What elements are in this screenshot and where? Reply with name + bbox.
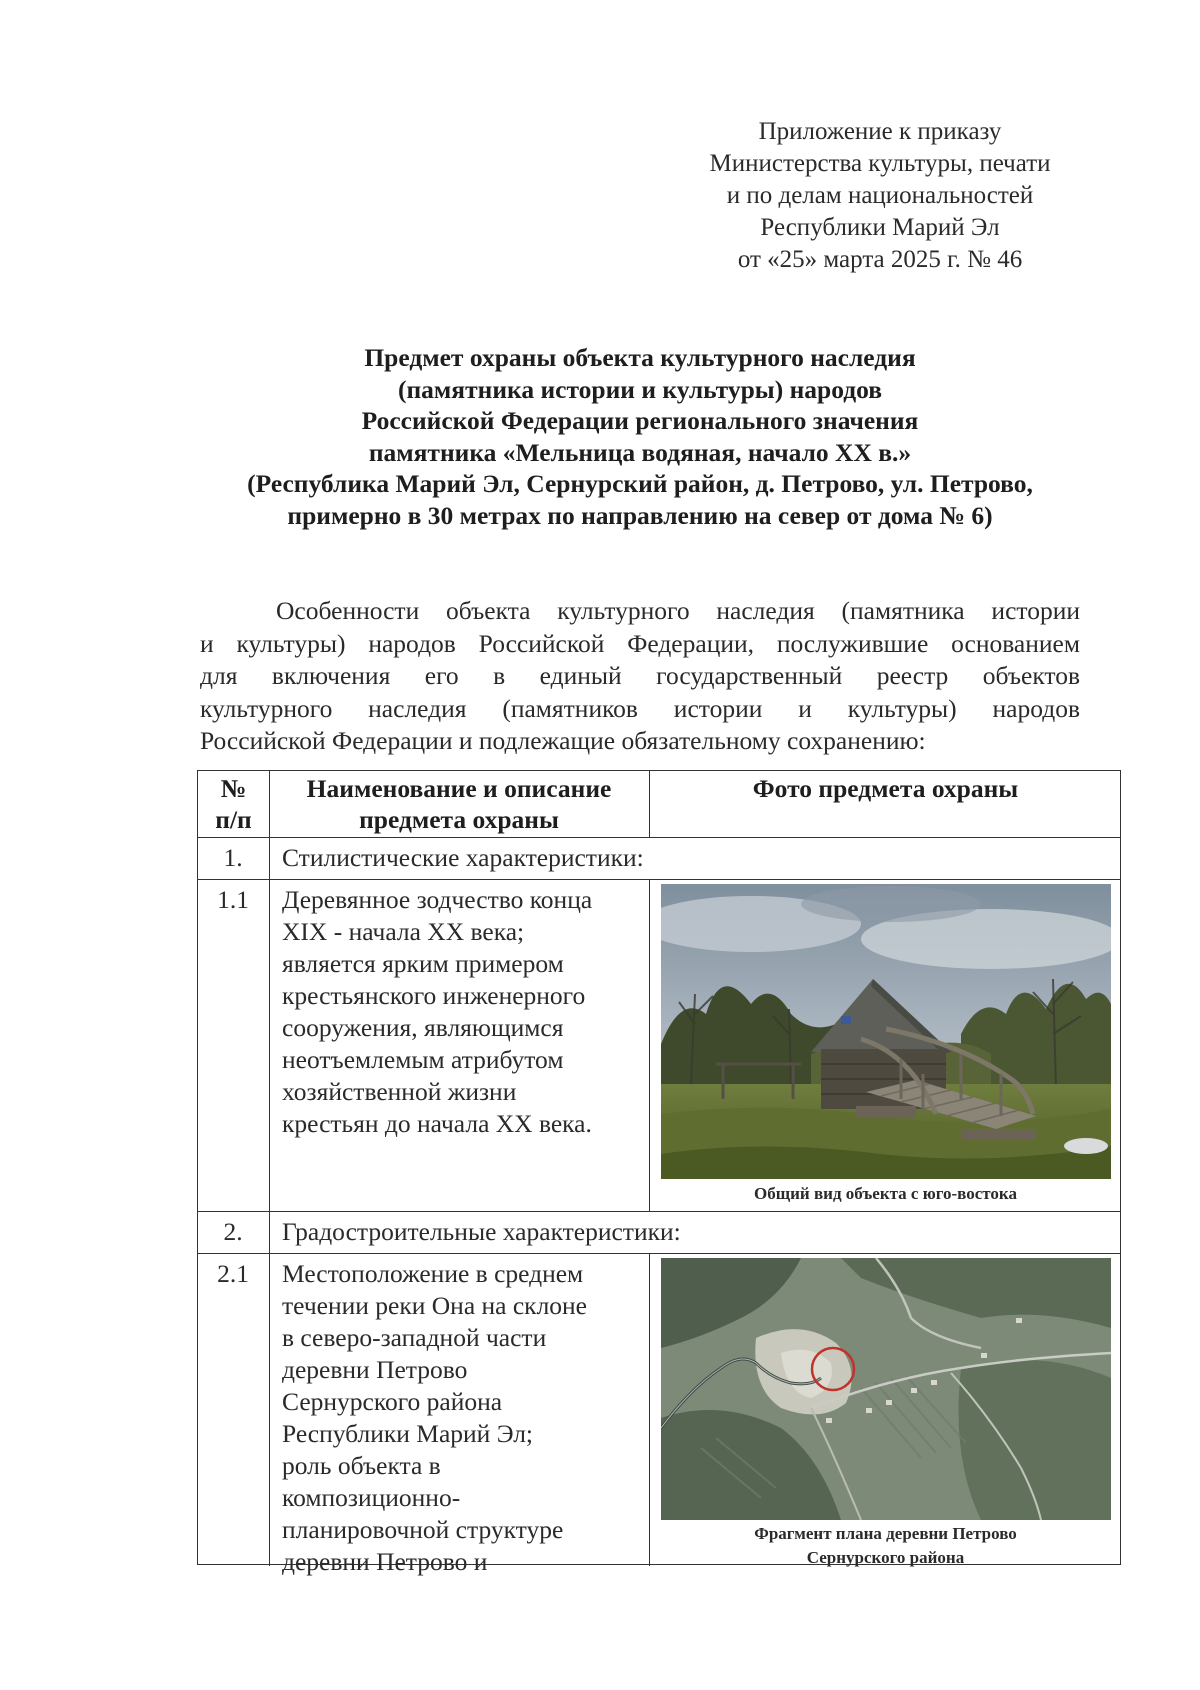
table-rule <box>198 879 1120 880</box>
table-rule <box>198 837 1120 838</box>
title-line: примерно в 30 метрах по направлению на север от дома № 6) <box>287 500 993 530</box>
header-number <box>198 773 269 835</box>
description-line: течении реки Она на склоне <box>282 1291 588 1320</box>
section-label: Стилистические характеристики: <box>282 843 644 872</box>
annex-line: от «25» марта 2025 г. № 46 <box>737 246 1023 273</box>
description-line: роль объекта в <box>282 1451 441 1480</box>
annex-line: Приложение к приказу <box>758 118 1002 145</box>
description-line: неотъемлемым атрибутом <box>282 1045 564 1074</box>
title-line: памятника «Мельница водяная, начало XX в.» <box>368 437 912 467</box>
description-line: деревни Петрово и <box>282 1547 488 1576</box>
intro-line: для включения его в единый государственный реестр объектов <box>200 661 1080 690</box>
header-number-line: п/п <box>215 805 252 834</box>
description-line: крестьянского инженерного <box>282 981 586 1010</box>
description-line: крестьян до начала XX века. <box>282 1109 592 1138</box>
intro-line: и культуры) народов Российской Федерации, послужившие основанием <box>200 628 1080 658</box>
description-line: композиционно- <box>282 1483 461 1512</box>
section-number: 2. <box>223 1217 243 1246</box>
description-line: XIX - начала XX века; <box>282 917 525 946</box>
caption-line: Фрагмент плана деревни Петрово <box>754 1524 1017 1543</box>
header-name-line: Наименование и описание <box>306 774 612 803</box>
intro-line: Особенности объекта культурного наследия (памятника истории <box>276 596 1080 625</box>
table-rule <box>269 771 270 1566</box>
annex-line: Республики Марий Эл <box>760 214 1000 241</box>
header-name <box>269 773 649 835</box>
table-rule <box>198 1253 1120 1254</box>
table-rule <box>198 1211 1120 1212</box>
title-line: Российской Федерации регионального значения <box>361 406 919 435</box>
description-line: Местоположение в среднем <box>282 1259 584 1288</box>
header-number-line: № <box>220 774 247 803</box>
watermill-photo <box>661 884 1111 1179</box>
annex-header <box>660 116 1100 276</box>
description-line: хозяйственной жизни <box>282 1077 517 1106</box>
row-description <box>282 884 592 1140</box>
description-line: деревни Петрово <box>282 1355 468 1384</box>
protection-subject-table <box>197 770 1121 1576</box>
photo-caption <box>649 1522 1122 1570</box>
caption-line: Сернурского района <box>806 1548 965 1567</box>
description-line: планировочной структуре <box>282 1515 564 1544</box>
title-line: (памятника истории и культуры) народов <box>398 374 882 404</box>
title-line: Предмет охраны объекта культурного наследия <box>364 343 916 372</box>
row-number: 2.1 <box>217 1259 249 1288</box>
description-line: является ярким примером <box>282 949 564 978</box>
description-line: сооружения, являющимся <box>282 1013 564 1042</box>
intro-line: Российской Федерации и подлежащие обязательному сохранению: <box>200 726 926 755</box>
header-name-line: предмета охраны <box>359 805 559 834</box>
village-map-photo <box>661 1258 1111 1520</box>
description-line: Деревянное зодчество конца <box>282 885 593 914</box>
intro-line: культурного наследия (памятников истории и культуры) народов <box>200 693 1080 723</box>
table-rule <box>649 1253 650 1566</box>
description-line: Сернурского района <box>282 1387 503 1416</box>
document-title <box>190 342 1090 531</box>
row-number: 1.1 <box>217 885 249 914</box>
title-line: (Республика Марий Эл, Сернурский район, д. Петрово, ул. Петрово, <box>247 469 1033 498</box>
photo-caption: Общий вид объекта с юго-востока <box>754 1184 1017 1203</box>
section-number: 1. <box>223 843 243 872</box>
annex-line: и по делам национальностей <box>726 182 1034 209</box>
section-label: Градостроительные характеристики: <box>282 1217 681 1246</box>
table-rule <box>649 879 650 1211</box>
description-line: в северо-западной части <box>282 1323 547 1352</box>
description-line: Республики Марий Эл; <box>282 1419 534 1448</box>
intro-paragraph <box>200 595 1080 758</box>
header-photo: Фото предмета охраны <box>752 774 1019 803</box>
annex-line: Министерства культуры, печати <box>709 150 1051 177</box>
row-description <box>282 1258 587 1578</box>
